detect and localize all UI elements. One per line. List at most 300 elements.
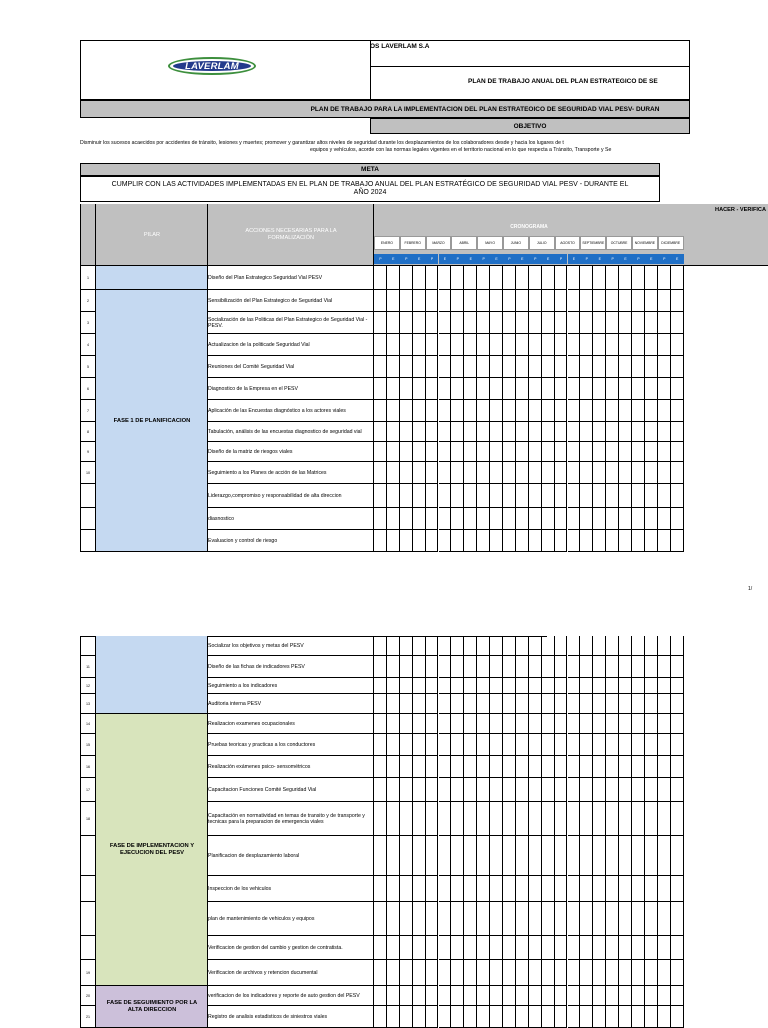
schedule-cell[interactable]	[593, 378, 606, 400]
schedule-cell[interactable]	[606, 836, 619, 876]
schedule-cell[interactable]	[426, 290, 439, 312]
schedule-cell[interactable]	[619, 334, 632, 356]
schedule-cell[interactable]	[606, 266, 619, 290]
schedule-cell[interactable]	[439, 960, 452, 986]
schedule-cell[interactable]	[426, 636, 439, 656]
schedule-cell[interactable]	[464, 442, 477, 462]
schedule-cell[interactable]	[555, 836, 568, 876]
schedule-cell[interactable]	[671, 266, 684, 290]
schedule-cell[interactable]	[542, 936, 555, 960]
schedule-cell[interactable]	[400, 678, 413, 694]
schedule-cell[interactable]	[645, 378, 658, 400]
schedule-cell[interactable]	[542, 694, 555, 714]
schedule-cell[interactable]	[671, 778, 684, 802]
schedule-cell[interactable]	[568, 442, 581, 462]
schedule-cell[interactable]	[542, 290, 555, 312]
schedule-cell[interactable]	[490, 484, 503, 508]
schedule-cell[interactable]	[374, 960, 387, 986]
schedule-cell[interactable]	[439, 656, 452, 678]
schedule-cell[interactable]	[645, 778, 658, 802]
schedule-cell[interactable]	[451, 986, 464, 1006]
schedule-cell[interactable]	[658, 636, 671, 656]
schedule-cell[interactable]	[619, 986, 632, 1006]
schedule-cell[interactable]	[555, 986, 568, 1006]
schedule-cell[interactable]	[529, 902, 542, 936]
schedule-cell[interactable]	[542, 778, 555, 802]
schedule-cell[interactable]	[477, 462, 490, 484]
schedule-cell[interactable]	[516, 960, 529, 986]
schedule-cell[interactable]	[593, 1006, 606, 1028]
schedule-cell[interactable]	[451, 960, 464, 986]
schedule-cell[interactable]	[580, 312, 593, 334]
schedule-cell[interactable]	[555, 378, 568, 400]
schedule-cell[interactable]	[606, 734, 619, 756]
schedule-cell[interactable]	[374, 290, 387, 312]
schedule-cell[interactable]	[593, 986, 606, 1006]
schedule-cell[interactable]	[619, 694, 632, 714]
schedule-cell[interactable]	[439, 714, 452, 734]
schedule-cell[interactable]	[477, 530, 490, 552]
schedule-cell[interactable]	[426, 1006, 439, 1028]
schedule-cell[interactable]	[413, 802, 426, 836]
schedule-cell[interactable]	[439, 290, 452, 312]
schedule-cell[interactable]	[426, 356, 439, 378]
schedule-cell[interactable]	[606, 290, 619, 312]
schedule-cell[interactable]	[632, 714, 645, 734]
schedule-cell[interactable]	[593, 876, 606, 902]
schedule-cell[interactable]	[387, 530, 400, 552]
schedule-cell[interactable]	[568, 508, 581, 530]
schedule-cell[interactable]	[542, 266, 555, 290]
schedule-cell[interactable]	[374, 508, 387, 530]
schedule-cell[interactable]	[464, 836, 477, 876]
schedule-cell[interactable]	[387, 694, 400, 714]
schedule-cell[interactable]	[568, 656, 581, 678]
schedule-cell[interactable]	[413, 378, 426, 400]
schedule-cell[interactable]	[632, 484, 645, 508]
schedule-cell[interactable]	[413, 356, 426, 378]
schedule-cell[interactable]	[671, 400, 684, 422]
schedule-cell[interactable]	[490, 876, 503, 902]
schedule-cell[interactable]	[593, 714, 606, 734]
schedule-cell[interactable]	[451, 756, 464, 778]
schedule-cell[interactable]	[632, 356, 645, 378]
schedule-cell[interactable]	[568, 1006, 581, 1028]
schedule-cell[interactable]	[606, 960, 619, 986]
schedule-cell[interactable]	[387, 678, 400, 694]
schedule-cell[interactable]	[593, 290, 606, 312]
schedule-cell[interactable]	[529, 714, 542, 734]
schedule-cell[interactable]	[413, 484, 426, 508]
schedule-cell[interactable]	[503, 400, 516, 422]
schedule-cell[interactable]	[490, 678, 503, 694]
schedule-cell[interactable]	[645, 484, 658, 508]
schedule-cell[interactable]	[593, 960, 606, 986]
schedule-cell[interactable]	[503, 462, 516, 484]
schedule-cell[interactable]	[658, 422, 671, 442]
schedule-cell[interactable]	[632, 836, 645, 876]
schedule-cell[interactable]	[426, 312, 439, 334]
schedule-cell[interactable]	[439, 530, 452, 552]
schedule-cell[interactable]	[619, 266, 632, 290]
schedule-cell[interactable]	[490, 334, 503, 356]
schedule-cell[interactable]	[400, 936, 413, 960]
schedule-cell[interactable]	[658, 756, 671, 778]
schedule-cell[interactable]	[516, 734, 529, 756]
schedule-cell[interactable]	[529, 802, 542, 836]
schedule-cell[interactable]	[503, 714, 516, 734]
schedule-cell[interactable]	[451, 876, 464, 902]
schedule-cell[interactable]	[426, 756, 439, 778]
schedule-cell[interactable]	[606, 636, 619, 656]
schedule-cell[interactable]	[451, 312, 464, 334]
schedule-cell[interactable]	[464, 530, 477, 552]
schedule-cell[interactable]	[374, 802, 387, 836]
schedule-cell[interactable]	[542, 530, 555, 552]
schedule-cell[interactable]	[645, 656, 658, 678]
schedule-cell[interactable]	[580, 442, 593, 462]
schedule-cell[interactable]	[400, 334, 413, 356]
schedule-cell[interactable]	[477, 422, 490, 442]
schedule-cell[interactable]	[400, 312, 413, 334]
schedule-cell[interactable]	[645, 636, 658, 656]
schedule-cell[interactable]	[555, 530, 568, 552]
schedule-cell[interactable]	[516, 378, 529, 400]
schedule-cell[interactable]	[580, 636, 593, 656]
schedule-cell[interactable]	[658, 802, 671, 836]
schedule-cell[interactable]	[413, 960, 426, 986]
schedule-cell[interactable]	[439, 694, 452, 714]
schedule-cell[interactable]	[619, 636, 632, 656]
schedule-cell[interactable]	[593, 462, 606, 484]
schedule-cell[interactable]	[529, 836, 542, 876]
schedule-cell[interactable]	[426, 778, 439, 802]
schedule-cell[interactable]	[426, 462, 439, 484]
schedule-cell[interactable]	[490, 378, 503, 400]
schedule-cell[interactable]	[529, 1006, 542, 1028]
schedule-cell[interactable]	[671, 462, 684, 484]
schedule-cell[interactable]	[451, 694, 464, 714]
schedule-cell[interactable]	[426, 960, 439, 986]
schedule-cell[interactable]	[516, 678, 529, 694]
schedule-cell[interactable]	[516, 290, 529, 312]
schedule-cell[interactable]	[400, 400, 413, 422]
schedule-cell[interactable]	[477, 986, 490, 1006]
schedule-cell[interactable]	[490, 266, 503, 290]
schedule-cell[interactable]	[464, 1006, 477, 1028]
schedule-cell[interactable]	[645, 422, 658, 442]
schedule-cell[interactable]	[503, 876, 516, 902]
schedule-cell[interactable]	[439, 312, 452, 334]
schedule-cell[interactable]	[529, 656, 542, 678]
schedule-cell[interactable]	[426, 936, 439, 960]
schedule-cell[interactable]	[542, 400, 555, 422]
schedule-cell[interactable]	[658, 778, 671, 802]
schedule-cell[interactable]	[632, 656, 645, 678]
schedule-cell[interactable]	[516, 902, 529, 936]
schedule-cell[interactable]	[387, 734, 400, 756]
schedule-cell[interactable]	[387, 312, 400, 334]
schedule-cell[interactable]	[374, 530, 387, 552]
schedule-cell[interactable]	[387, 442, 400, 462]
schedule-cell[interactable]	[568, 312, 581, 334]
schedule-cell[interactable]	[658, 378, 671, 400]
schedule-cell[interactable]	[503, 778, 516, 802]
schedule-cell[interactable]	[645, 756, 658, 778]
schedule-cell[interactable]	[619, 422, 632, 442]
schedule-cell[interactable]	[426, 694, 439, 714]
schedule-cell[interactable]	[529, 334, 542, 356]
schedule-cell[interactable]	[580, 694, 593, 714]
schedule-cell[interactable]	[426, 734, 439, 756]
schedule-cell[interactable]	[400, 902, 413, 936]
schedule-cell[interactable]	[580, 986, 593, 1006]
schedule-cell[interactable]	[477, 290, 490, 312]
schedule-cell[interactable]	[542, 960, 555, 986]
schedule-cell[interactable]	[400, 734, 413, 756]
schedule-cell[interactable]	[671, 678, 684, 694]
schedule-cell[interactable]	[374, 1006, 387, 1028]
schedule-cell[interactable]	[387, 802, 400, 836]
schedule-cell[interactable]	[439, 334, 452, 356]
schedule-cell[interactable]	[619, 508, 632, 530]
schedule-cell[interactable]	[568, 936, 581, 960]
schedule-cell[interactable]	[387, 636, 400, 656]
schedule-cell[interactable]	[632, 1006, 645, 1028]
schedule-cell[interactable]	[516, 714, 529, 734]
schedule-cell[interactable]	[555, 312, 568, 334]
schedule-cell[interactable]	[516, 334, 529, 356]
schedule-cell[interactable]	[632, 986, 645, 1006]
schedule-cell[interactable]	[593, 334, 606, 356]
schedule-cell[interactable]	[477, 936, 490, 960]
schedule-cell[interactable]	[671, 986, 684, 1006]
schedule-cell[interactable]	[529, 876, 542, 902]
schedule-cell[interactable]	[439, 378, 452, 400]
schedule-cell[interactable]	[387, 422, 400, 442]
schedule-cell[interactable]	[529, 422, 542, 442]
schedule-cell[interactable]	[387, 400, 400, 422]
schedule-cell[interactable]	[413, 678, 426, 694]
schedule-cell[interactable]	[387, 378, 400, 400]
schedule-cell[interactable]	[374, 876, 387, 902]
schedule-cell[interactable]	[671, 1006, 684, 1028]
schedule-cell[interactable]	[632, 508, 645, 530]
schedule-cell[interactable]	[619, 530, 632, 552]
schedule-cell[interactable]	[645, 530, 658, 552]
schedule-cell[interactable]	[451, 266, 464, 290]
schedule-cell[interactable]	[593, 656, 606, 678]
schedule-cell[interactable]	[619, 378, 632, 400]
schedule-cell[interactable]	[374, 756, 387, 778]
schedule-cell[interactable]	[464, 356, 477, 378]
schedule-cell[interactable]	[593, 694, 606, 714]
schedule-cell[interactable]	[387, 484, 400, 508]
schedule-cell[interactable]	[374, 266, 387, 290]
schedule-cell[interactable]	[477, 266, 490, 290]
schedule-cell[interactable]	[645, 936, 658, 960]
schedule-cell[interactable]	[658, 714, 671, 734]
schedule-cell[interactable]	[451, 442, 464, 462]
schedule-cell[interactable]	[374, 422, 387, 442]
schedule-cell[interactable]	[464, 936, 477, 960]
schedule-cell[interactable]	[490, 636, 503, 656]
schedule-cell[interactable]	[542, 678, 555, 694]
schedule-cell[interactable]	[503, 530, 516, 552]
schedule-cell[interactable]	[671, 356, 684, 378]
schedule-cell[interactable]	[426, 484, 439, 508]
schedule-cell[interactable]	[645, 876, 658, 902]
schedule-cell[interactable]	[645, 836, 658, 876]
schedule-cell[interactable]	[516, 312, 529, 334]
schedule-cell[interactable]	[542, 422, 555, 442]
schedule-cell[interactable]	[671, 902, 684, 936]
schedule-cell[interactable]	[593, 484, 606, 508]
schedule-cell[interactable]	[529, 530, 542, 552]
schedule-cell[interactable]	[451, 636, 464, 656]
schedule-cell[interactable]	[413, 400, 426, 422]
schedule-cell[interactable]	[555, 960, 568, 986]
schedule-cell[interactable]	[606, 442, 619, 462]
schedule-cell[interactable]	[387, 960, 400, 986]
schedule-cell[interactable]	[580, 656, 593, 678]
schedule-cell[interactable]	[477, 876, 490, 902]
schedule-cell[interactable]	[503, 694, 516, 714]
schedule-cell[interactable]	[542, 312, 555, 334]
schedule-cell[interactable]	[516, 462, 529, 484]
schedule-cell[interactable]	[516, 986, 529, 1006]
schedule-cell[interactable]	[477, 756, 490, 778]
schedule-cell[interactable]	[555, 636, 568, 656]
schedule-cell[interactable]	[439, 936, 452, 960]
schedule-cell[interactable]	[606, 902, 619, 936]
schedule-cell[interactable]	[619, 756, 632, 778]
schedule-cell[interactable]	[374, 484, 387, 508]
schedule-cell[interactable]	[632, 462, 645, 484]
schedule-cell[interactable]	[555, 936, 568, 960]
schedule-cell[interactable]	[658, 356, 671, 378]
schedule-cell[interactable]	[619, 442, 632, 462]
schedule-cell[interactable]	[568, 902, 581, 936]
schedule-cell[interactable]	[568, 636, 581, 656]
schedule-cell[interactable]	[451, 734, 464, 756]
schedule-cell[interactable]	[555, 442, 568, 462]
schedule-cell[interactable]	[529, 508, 542, 530]
schedule-cell[interactable]	[451, 484, 464, 508]
schedule-cell[interactable]	[400, 656, 413, 678]
schedule-cell[interactable]	[503, 508, 516, 530]
schedule-cell[interactable]	[439, 802, 452, 836]
schedule-cell[interactable]	[374, 734, 387, 756]
schedule-cell[interactable]	[542, 802, 555, 836]
schedule-cell[interactable]	[439, 422, 452, 442]
schedule-cell[interactable]	[477, 1006, 490, 1028]
schedule-cell[interactable]	[439, 836, 452, 876]
schedule-cell[interactable]	[439, 678, 452, 694]
schedule-cell[interactable]	[606, 334, 619, 356]
schedule-cell[interactable]	[400, 1006, 413, 1028]
schedule-cell[interactable]	[645, 678, 658, 694]
schedule-cell[interactable]	[671, 694, 684, 714]
schedule-cell[interactable]	[632, 902, 645, 936]
schedule-cell[interactable]	[632, 802, 645, 836]
schedule-cell[interactable]	[477, 400, 490, 422]
schedule-cell[interactable]	[400, 694, 413, 714]
schedule-cell[interactable]	[503, 290, 516, 312]
schedule-cell[interactable]	[619, 462, 632, 484]
schedule-cell[interactable]	[439, 986, 452, 1006]
schedule-cell[interactable]	[464, 694, 477, 714]
schedule-cell[interactable]	[413, 734, 426, 756]
schedule-cell[interactable]	[658, 694, 671, 714]
schedule-cell[interactable]	[426, 334, 439, 356]
schedule-cell[interactable]	[645, 462, 658, 484]
schedule-cell[interactable]	[580, 876, 593, 902]
schedule-cell[interactable]	[477, 508, 490, 530]
schedule-cell[interactable]	[439, 902, 452, 936]
schedule-cell[interactable]	[490, 902, 503, 936]
schedule-cell[interactable]	[503, 734, 516, 756]
schedule-cell[interactable]	[606, 530, 619, 552]
schedule-cell[interactable]	[671, 636, 684, 656]
schedule-cell[interactable]	[568, 356, 581, 378]
schedule-cell[interactable]	[580, 334, 593, 356]
schedule-cell[interactable]	[426, 986, 439, 1006]
schedule-cell[interactable]	[413, 1006, 426, 1028]
schedule-cell[interactable]	[374, 356, 387, 378]
schedule-cell[interactable]	[503, 936, 516, 960]
schedule-cell[interactable]	[658, 462, 671, 484]
schedule-cell[interactable]	[619, 876, 632, 902]
schedule-cell[interactable]	[426, 442, 439, 462]
schedule-cell[interactable]	[555, 756, 568, 778]
schedule-cell[interactable]	[451, 378, 464, 400]
schedule-cell[interactable]	[671, 802, 684, 836]
schedule-cell[interactable]	[490, 290, 503, 312]
schedule-cell[interactable]	[580, 484, 593, 508]
schedule-cell[interactable]	[374, 400, 387, 422]
schedule-cell[interactable]	[619, 714, 632, 734]
schedule-cell[interactable]	[400, 462, 413, 484]
schedule-cell[interactable]	[568, 986, 581, 1006]
schedule-cell[interactable]	[400, 714, 413, 734]
schedule-cell[interactable]	[529, 756, 542, 778]
schedule-cell[interactable]	[400, 756, 413, 778]
schedule-cell[interactable]	[387, 714, 400, 734]
schedule-cell[interactable]	[658, 1006, 671, 1028]
schedule-cell[interactable]	[400, 960, 413, 986]
schedule-cell[interactable]	[542, 902, 555, 936]
schedule-cell[interactable]	[580, 902, 593, 936]
schedule-cell[interactable]	[490, 442, 503, 462]
schedule-cell[interactable]	[580, 778, 593, 802]
schedule-cell[interactable]	[606, 986, 619, 1006]
schedule-cell[interactable]	[568, 734, 581, 756]
schedule-cell[interactable]	[387, 508, 400, 530]
schedule-cell[interactable]	[451, 802, 464, 836]
schedule-cell[interactable]	[619, 902, 632, 936]
schedule-cell[interactable]	[516, 530, 529, 552]
schedule-cell[interactable]	[387, 986, 400, 1006]
schedule-cell[interactable]	[490, 656, 503, 678]
schedule-cell[interactable]	[671, 936, 684, 960]
schedule-cell[interactable]	[503, 656, 516, 678]
schedule-cell[interactable]	[464, 656, 477, 678]
schedule-cell[interactable]	[529, 960, 542, 986]
schedule-cell[interactable]	[490, 802, 503, 836]
schedule-cell[interactable]	[645, 960, 658, 986]
schedule-cell[interactable]	[451, 508, 464, 530]
